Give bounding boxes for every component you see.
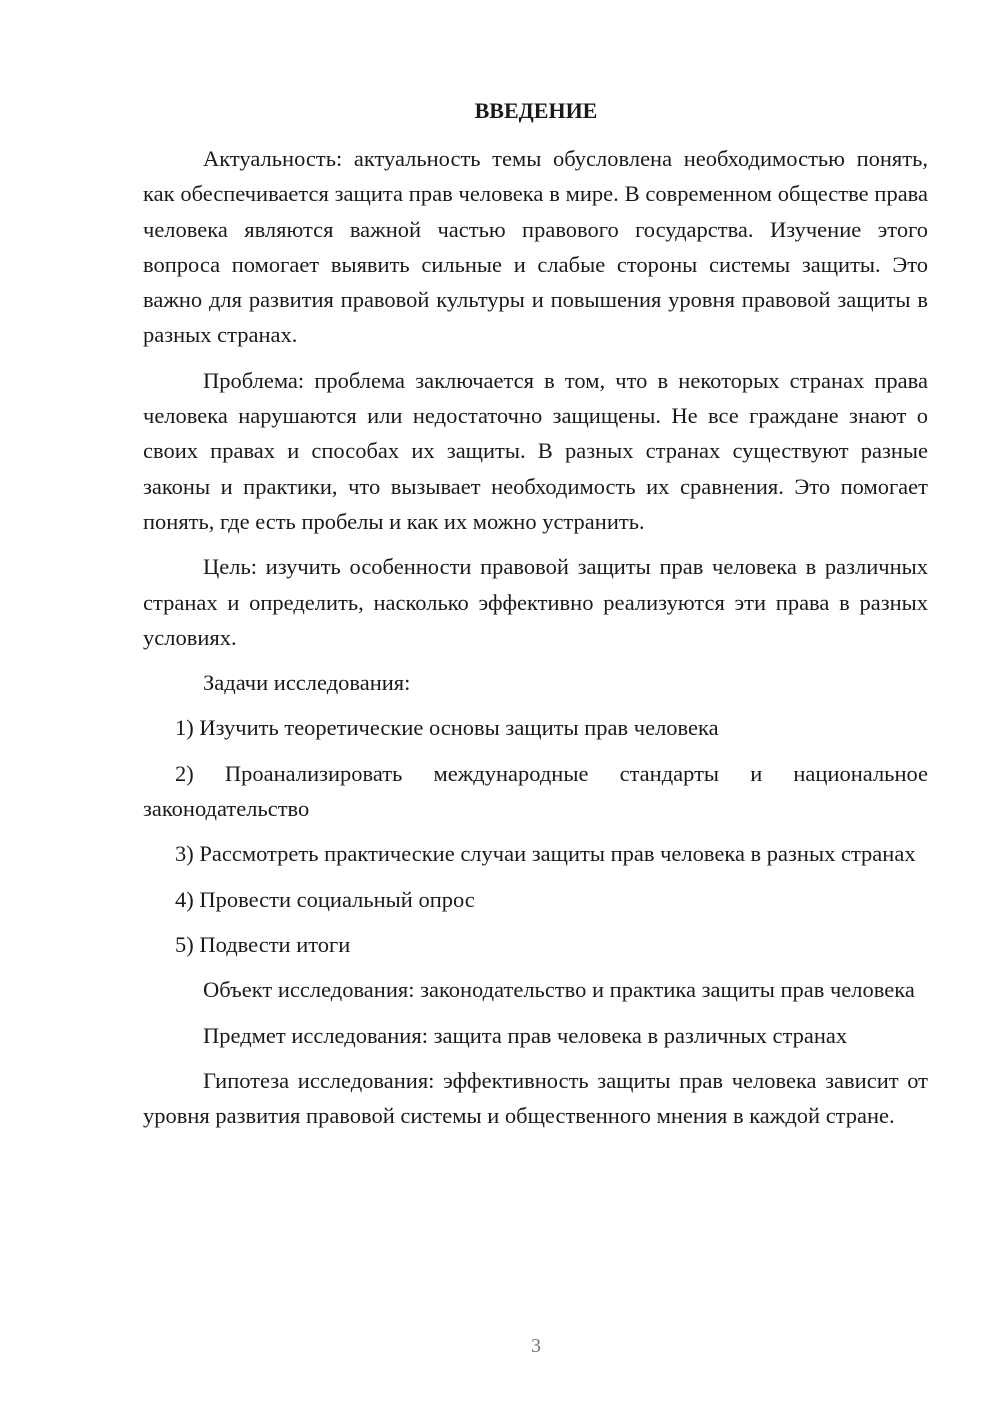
body-text (143, 141, 928, 1143)
paragraph-subject: Предмет исследования: защита прав человека в различных странах (203, 1022, 848, 1048)
task-item: 3) Рассмотреть практические случаи защиты прав человека в разных странах (175, 841, 916, 867)
task-item: 4) Провести социальный опрос (175, 886, 475, 912)
section-heading: ВВЕДЕНИЕ (474, 98, 598, 123)
paragraph-relevance: Актуальность: актуальность темы обусловлена необходимостью понять, как обеспечивается защита прав человека в мире. В современном обществе права человека являются важной частью правового государства. Изучение этого вопроса помогает выявить сильные и слабые стороны системы защиты. Это важно для развития правовой культуры и повышения уровня правовой защиты в разных странах. (143, 146, 928, 348)
paragraph-tasks-intro: Задачи исследования: (203, 670, 411, 696)
paragraph-hypothesis: Гипотеза исследования: эффективность защиты прав человека зависит от уровня развития правовой системы и общественного мнения в каждой стране. (143, 1067, 928, 1129)
task-item: 5) Подвести итоги (175, 931, 351, 957)
task-item: 2) Проанализировать международные стандарты и национальное законодательство (143, 760, 928, 822)
paragraph-problem: Проблема: проблема заключается в том, что в некоторых странах права человека нарушаются или недостаточно защищены. Не все граждане знают о своих правах и способах их защиты. В разных странах существуют разные законы и практики, что вызывает необходимость их сравнения. Это помогает понять, где есть пробелы и как их можно устранить. (143, 367, 928, 534)
task-item: 1) Изучить теоретические основы защиты прав человека (175, 715, 719, 741)
page-number: 3 (531, 1335, 541, 1357)
paragraph-goal: Цель: изучить особенности правовой защиты прав человека в различных странах и определить, насколько эффективно реализуются эти права в разных условиях. (143, 554, 928, 650)
paragraph-object: Объект исследования: законодательство и практика защиты прав человека (203, 977, 915, 1003)
